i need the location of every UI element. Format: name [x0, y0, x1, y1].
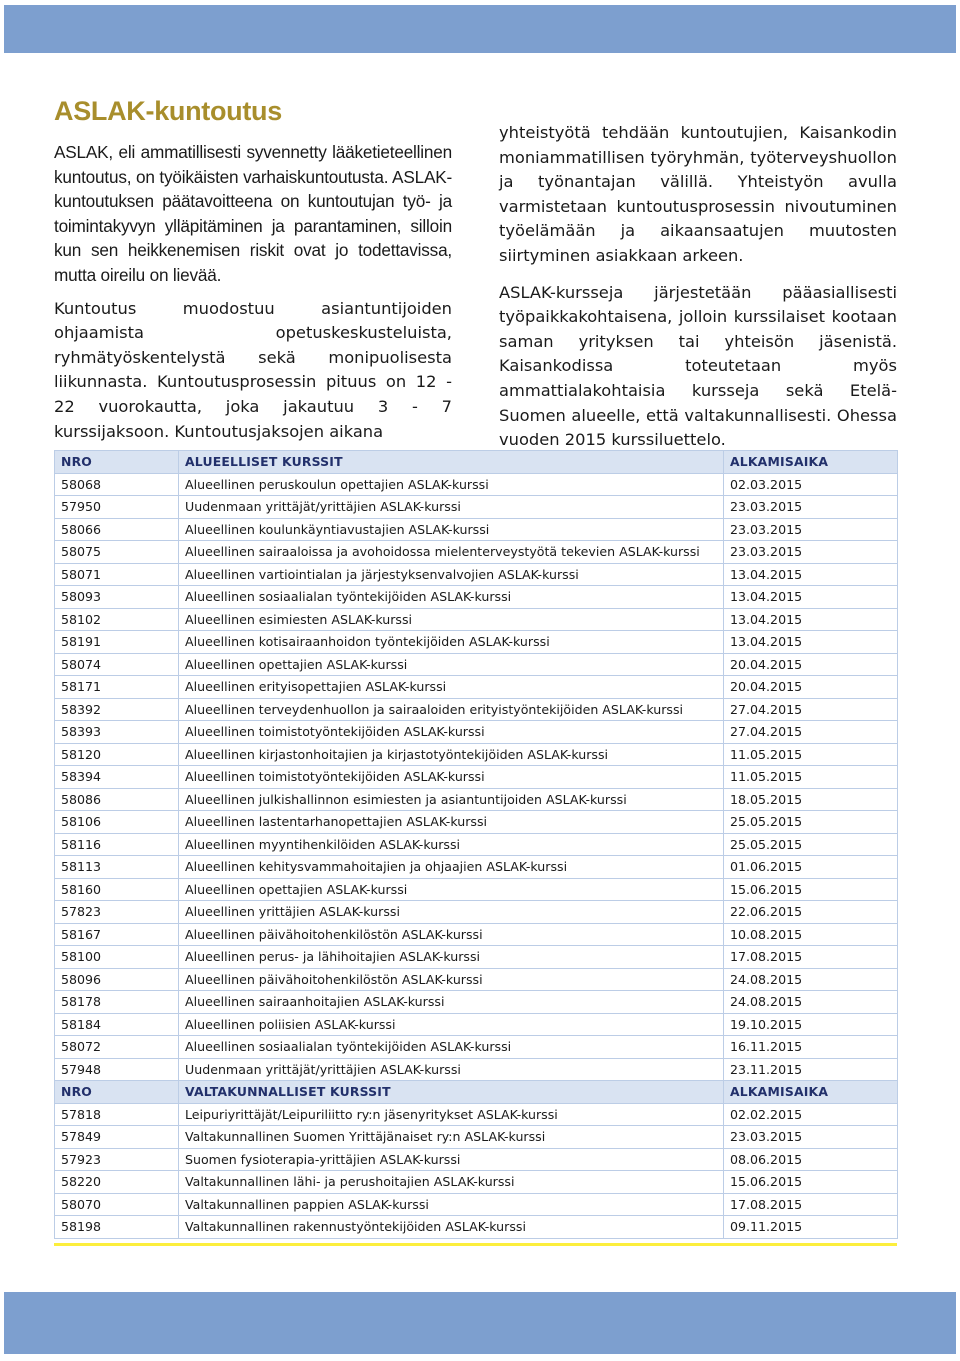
- course-name: Alueellinen lastentarhanopettajien ASLAK-kurssi: [179, 811, 724, 834]
- bottom-decorative-band: [4, 1292, 956, 1354]
- start-date: 23.03.2015: [724, 518, 898, 541]
- right-text-column: [499, 121, 897, 453]
- program-paragraph: Kuntoutus muodostuu asiantuntijoiden ohjaamista opetuskeskusteluista, ryhmätyöskentelystä sekä monipuolisesta liikunnasta. Kuntoutusprosessin pituus on 12 - 22 vuorokautta, joka jakautuu 3 - 7 kurssijaksoon. Kuntoutusjaksojen aikana: [54, 298, 452, 441]
- start-date: 25.05.2015: [724, 833, 898, 856]
- start-date: 16.11.2015: [724, 1036, 898, 1059]
- start-date: 01.06.2015: [724, 856, 898, 879]
- course-number: 58072: [55, 1036, 179, 1059]
- course-number: 58074: [55, 653, 179, 676]
- start-date: 25.05.2015: [724, 811, 898, 834]
- start-date: 02.02.2015: [724, 1103, 898, 1126]
- course-number: 57818: [55, 1103, 179, 1126]
- course-number: 58220: [55, 1171, 179, 1194]
- course-name: Uudenmaan yrittäjät/yrittäjien ASLAK-kurssi: [179, 496, 724, 519]
- table-row: [55, 631, 898, 654]
- table-row: [55, 563, 898, 586]
- course-number: 57849: [55, 1126, 179, 1149]
- course-number: 58178: [55, 991, 179, 1014]
- course-name: Alueellinen erityisopettajien ASLAK-kurssi: [179, 676, 724, 699]
- course-number: 58068: [55, 473, 179, 496]
- header-cell-date: ALKAMISAIKA: [724, 1081, 898, 1104]
- course-name: Alueellinen kehitysvammahoitajien ja ohjaajien ASLAK-kurssi: [179, 856, 724, 879]
- course-name: Valtakunnallinen Suomen Yrittäjänaiset ry:n ASLAK-kurssi: [179, 1126, 724, 1149]
- table-row: [55, 1103, 898, 1126]
- cooperation-paragraph: yhteistyötä tehdään kuntoutujien, Kaisankodin moniammatillisen työryhmän, työterveyshuollon ja työnantajan välillä. Yhteistyön avulla varmistetaan kuntoutusprosessin nivoutuminen työelämään ja aikaansaatujen muutosten siirtyminen asiakkaan arkeen.: [499, 123, 897, 265]
- course-number: 58393: [55, 721, 179, 744]
- table-bottom-rule: [54, 1243, 897, 1246]
- start-date: 17.08.2015: [724, 946, 898, 969]
- start-date: 23.03.2015: [724, 496, 898, 519]
- start-date: 23.03.2015: [724, 1126, 898, 1149]
- course-name: Alueellinen opettajien ASLAK-kurssi: [179, 653, 724, 676]
- course-name: Alueellinen poliisien ASLAK-kurssi: [179, 1013, 724, 1036]
- course-number: 58191: [55, 631, 179, 654]
- start-date: 08.06.2015: [724, 1148, 898, 1171]
- course-number: 58394: [55, 766, 179, 789]
- course-name: Alueellinen sosiaalialan työntekijöiden ASLAK-kurssi: [179, 586, 724, 609]
- course-name: Alueellinen koulunkäyntiavustajien ASLAK-kurssi: [179, 518, 724, 541]
- header-cell-name: ALUEELLISET KURSSIT: [179, 451, 724, 474]
- course-name: Alueellinen toimistotyöntekijöiden ASLAK-kurssi: [179, 721, 724, 744]
- course-number: 58093: [55, 586, 179, 609]
- table-row: [55, 1126, 898, 1149]
- table-row: [55, 766, 898, 789]
- header-cell-nro: NRO: [55, 451, 179, 474]
- top-decorative-band: [4, 5, 956, 53]
- header-cell-date: ALKAMISAIKA: [724, 451, 898, 474]
- start-date: 10.08.2015: [724, 923, 898, 946]
- table-row: [55, 1148, 898, 1171]
- table-row: [55, 1036, 898, 1059]
- course-name: Suomen fysioterapia-yrittäjien ASLAK-kurssi: [179, 1148, 724, 1171]
- table-row: [55, 721, 898, 744]
- course-name: Uudenmaan yrittäjät/yrittäjien ASLAK-kurssi: [179, 1058, 724, 1081]
- course-number: 58160: [55, 878, 179, 901]
- course-number: 58066: [55, 518, 179, 541]
- course-number: 58113: [55, 856, 179, 879]
- header-cell-nro: NRO: [55, 1081, 179, 1104]
- course-name: Alueellinen toimistotyöntekijöiden ASLAK-kurssi: [179, 766, 724, 789]
- course-name: Leipuriyrittäjät/Leipuriliitto ry:n jäsenyritykset ASLAK-kurssi: [179, 1103, 724, 1126]
- course-name: Alueellinen yrittäjien ASLAK-kurssi: [179, 901, 724, 924]
- start-date: 19.10.2015: [724, 1013, 898, 1036]
- table-row: [55, 676, 898, 699]
- course-number: 57950: [55, 496, 179, 519]
- table-row: [55, 608, 898, 631]
- start-date: 18.05.2015: [724, 788, 898, 811]
- course-name: Alueellinen opettajien ASLAK-kurssi: [179, 878, 724, 901]
- start-date: 13.04.2015: [724, 608, 898, 631]
- course-number: 58075: [55, 541, 179, 564]
- start-date: 13.04.2015: [724, 631, 898, 654]
- start-date: 22.06.2015: [724, 901, 898, 924]
- regional-courses-header: [55, 451, 898, 474]
- start-date: 24.08.2015: [724, 991, 898, 1014]
- course-name: Alueellinen terveydenhuollon ja sairaaloiden erityistyöntekijöiden ASLAK-kurssi: [179, 698, 724, 721]
- course-name: Alueellinen vartiointialan ja järjestyksenvalvojien ASLAK-kurssi: [179, 563, 724, 586]
- start-date: 11.05.2015: [724, 743, 898, 766]
- table-row: [55, 901, 898, 924]
- table-row: [55, 586, 898, 609]
- table-row: [55, 991, 898, 1014]
- table-row: [55, 923, 898, 946]
- course-number: 57823: [55, 901, 179, 924]
- course-name: Alueellinen perus- ja lähihoitajien ASLAK-kurssi: [179, 946, 724, 969]
- course-number: 57948: [55, 1058, 179, 1081]
- course-name: Alueellinen kirjastonhoitajien ja kirjastotyöntekijöiden ASLAK-kurssi: [179, 743, 724, 766]
- start-date: 23.11.2015: [724, 1058, 898, 1081]
- course-name: Alueellinen kotisairaanhoidon työntekijöiden ASLAK-kurssi: [179, 631, 724, 654]
- table-row: [55, 473, 898, 496]
- course-number: 57923: [55, 1148, 179, 1171]
- intro-paragraph: ASLAK, eli ammatillisesti syvennetty lääketieteellinen kuntoutus, on työikäisten varhaiskuntoutusta. ASLAK-kuntoutuksen päätavoitteena on kuntoutujan työ- ja toimintakyvyn ylläpitäminen ja parantaminen, silloin kun sen heikkenemisen riskit ovat jo todettavissa, mutta oireilu on lievää.: [54, 142, 452, 285]
- table-row: [55, 1171, 898, 1194]
- table-row: [55, 878, 898, 901]
- table-row: [55, 833, 898, 856]
- table-row: [55, 1193, 898, 1216]
- course-number: 58086: [55, 788, 179, 811]
- table-row: [55, 653, 898, 676]
- course-number: 58171: [55, 676, 179, 699]
- start-date: 27.04.2015: [724, 721, 898, 744]
- start-date: 20.04.2015: [724, 676, 898, 699]
- course-number: 58096: [55, 968, 179, 991]
- start-date: 11.05.2015: [724, 766, 898, 789]
- table-row: [55, 743, 898, 766]
- course-name: Alueellinen myyntihenkilöiden ASLAK-kurssi: [179, 833, 724, 856]
- national-courses-header: [55, 1081, 898, 1104]
- course-number: 58184: [55, 1013, 179, 1036]
- start-date: 20.04.2015: [724, 653, 898, 676]
- table-row: [55, 968, 898, 991]
- start-date: 02.03.2015: [724, 473, 898, 496]
- table-row: [55, 856, 898, 879]
- start-date: 23.03.2015: [724, 541, 898, 564]
- start-date: 24.08.2015: [724, 968, 898, 991]
- table-row: [55, 1058, 898, 1081]
- table-row: [55, 541, 898, 564]
- course-number: 58071: [55, 563, 179, 586]
- course-name: Alueellinen sairaanhoitajien ASLAK-kurssi: [179, 991, 724, 1014]
- course-number: 58120: [55, 743, 179, 766]
- course-name: Alueellinen esimiesten ASLAK-kurssi: [179, 608, 724, 631]
- table-row: [55, 811, 898, 834]
- table-row: [55, 1013, 898, 1036]
- left-text-column: [54, 140, 452, 444]
- course-name: Alueellinen sosiaalialan työntekijöiden ASLAK-kurssi: [179, 1036, 724, 1059]
- start-date: 17.08.2015: [724, 1193, 898, 1216]
- table-row: [55, 496, 898, 519]
- course-number: 58116: [55, 833, 179, 856]
- start-date: 15.06.2015: [724, 878, 898, 901]
- course-name: Alueellinen päivähoitohenkilöstön ASLAK-kurssi: [179, 968, 724, 991]
- start-date: 27.04.2015: [724, 698, 898, 721]
- table-row: [55, 1216, 898, 1239]
- course-name: Alueellinen päivähoitohenkilöstön ASLAK-kurssi: [179, 923, 724, 946]
- course-name: Alueellinen julkishallinnon esimiesten ja asiantuntijoiden ASLAK-kurssi: [179, 788, 724, 811]
- table-row: [55, 788, 898, 811]
- start-date: 09.11.2015: [724, 1216, 898, 1239]
- course-number: 58100: [55, 946, 179, 969]
- course-name: Valtakunnallinen rakennustyöntekijöiden ASLAK-kurssi: [179, 1216, 724, 1239]
- courses-paragraph: ASLAK-kursseja järjestetään pääasiallisesti työpaikkakohtaisena, jolloin kurssilaiset kootaan saman yrityksen tai yhteisön jäsenistä. Kaisankodissa toteutetaan myös ammattialakohtaisia kursseja sekä Etelä-Suomen alueelle, että valtakunnallisesti. Ohessa vuoden 2015 kurssiluettelo.: [499, 282, 897, 450]
- course-number: 58392: [55, 698, 179, 721]
- start-date: 15.06.2015: [724, 1171, 898, 1194]
- page-title: ASLAK-kuntoutus: [54, 96, 282, 126]
- course-number: 58102: [55, 608, 179, 631]
- course-name: Alueellinen peruskoulun opettajien ASLAK-kurssi: [179, 473, 724, 496]
- header-cell-name: VALTAKUNNALLISET KURSSIT: [179, 1081, 724, 1104]
- course-name: Alueellinen sairaaloissa ja avohoidossa mielenterveystyötä tekevien ASLAK-kurssi: [179, 541, 724, 564]
- table-row: [55, 518, 898, 541]
- course-number: 58106: [55, 811, 179, 834]
- course-name: Valtakunnallinen lähi- ja perushoitajien ASLAK-kurssi: [179, 1171, 724, 1194]
- course-number: 58070: [55, 1193, 179, 1216]
- course-number: 58167: [55, 923, 179, 946]
- course-table: [54, 450, 898, 1239]
- course-number: 58198: [55, 1216, 179, 1239]
- table-row: [55, 946, 898, 969]
- table-row: [55, 698, 898, 721]
- course-name: Valtakunnallinen pappien ASLAK-kurssi: [179, 1193, 724, 1216]
- start-date: 13.04.2015: [724, 563, 898, 586]
- start-date: 13.04.2015: [724, 586, 898, 609]
